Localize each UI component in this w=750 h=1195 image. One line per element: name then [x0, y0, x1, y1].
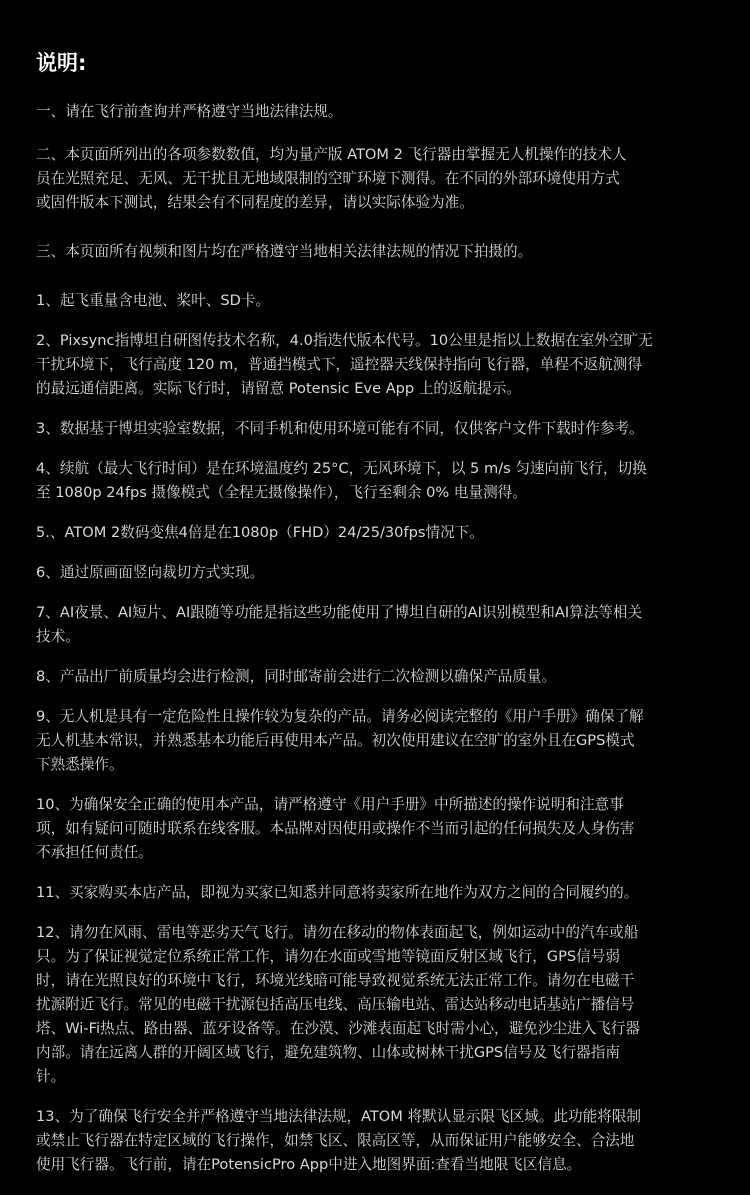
footnote-11: 11、买家购买本店产品，即视为买家已知悉并同意将卖家所在地作为双方之间的合同履约的。 [36, 884, 639, 901]
footnote-6: 6、通过原画面竖向裁切方式实现。 [36, 564, 265, 581]
page-title: 说明: [36, 51, 87, 75]
footnote-3: 3、数据基于博坦实验室数据，不同手机和使用环境可能有不同，仅供客户文件下载时作参考。 [36, 420, 644, 437]
footnote-1: 1、起飞重量含电池、桨叶、SD卡。 [36, 292, 271, 309]
notice-item-1: 一、请在飞行前查询并严格遵守当地法律法规。 [36, 103, 343, 120]
footnote-13: 13、为了确保飞行安全并严格遵守当地法律法规，ATOM 将默认显示限飞区域。此功能将限制 或禁止飞行器在特定区域的飞行操作，如禁飞区、限高区等，从而保证用户能够安全、合法地 使用飞行器。飞行前，请在PotensicPro App中进入地图界面:查看当地限飞区信息。 [36, 1108, 642, 1173]
footnote-4: 4、续航（最大飞行时间）是在环境温度约 25°C，无风环境下，以 5 m/s 匀速向前飞行，切换 至 1080p 24fps 摄像模式（全程无摄像操作），飞行至剩余 0% 电量测得。 [36, 460, 647, 501]
footnote-8: 8、产品出厂前质量均会进行检测，同时邮寄前会进行二次检测以确保产品质量。 [36, 668, 557, 685]
notice-item-3: 三、本页面所有视频和图片均在严格遵守当地相关法律法规的情况下拍摄的。 [36, 243, 533, 260]
footnote-5: 5.、ATOM 2数码变焦4倍是在1080p（FHD）24/25/30fps情况下。 [36, 524, 484, 541]
footnote-10: 10、为确保安全正确的使用本产品，请严格遵守《用户手册》中所描述的操作说明和注意事 项，如有疑问可随时联系在线客服。本品牌对因使用或操作不当而引起的任何损失及人身伤害 不承担任何责任。 [36, 796, 635, 861]
footnote-2: 2、Pixsync指博坦自研图传技术名称，4.0指迭代版本代号。10公里是指以上数据在室外空旷无 干扰环境下，飞行高度 120 m，普通挡模式下，遥控器天线保持指向飞行器，单程不返航测得 的最远通信距离。实际飞行时，请留意 Potensic Eve App 上的返航提示。 [36, 332, 653, 397]
footnote-12: 12、请勿在风雨、雷电等恶劣天气飞行。请勿在移动的物体表面起飞，例如运动中的汽车或船 只。为了保证视觉定位系统正常工作，请勿在水面或雪地等镜面反射区域飞行，GPS信号弱 时，请在光照良好的环境中飞行，环境光线暗可能导致视觉系统无法正常工作。请勿在电磁干 扰源附近飞行。常见的电磁干扰源包括高压电线、高压输电站、雷达站移动电话基站广播信号 塔、Wi-Fi热点、路由器、蓝牙设备等。在沙漠、沙滩表面起飞时需小心，避免沙尘进入飞行器 内部。请在远离人群的开阔区域飞行，避免建筑物、山体或树林干扰GPS信号及飞行器指南 针。 [36, 924, 640, 1085]
notice-item-2: 二、本页面所列出的各项参数数值，均为量产版 ATOM 2 飞行器由掌握无人机操作的技术人 员在光照充足、无风、无干扰且无地域限制的空旷环境下测得。在不同的外部环境使用方式 或固件版本下测试，结果会有不同程度的差异，请以实际体验为准。 [36, 146, 627, 211]
footnote-7: 7、AI夜景、AI短片、AI跟随等功能是指这些功能使用了博坦自研的AI识别模型和AI算法等相关 技术。 [36, 604, 643, 645]
footnote-9: 9、无人机是具有一定危险性且操作较为复杂的产品。请务必阅读完整的《用户手册》确保了解 无人机基本常识，并熟悉基本功能后再使用本产品。初次使用建议在空旷的室外且在GPS模式 下熟悉操作。 [36, 708, 644, 773]
